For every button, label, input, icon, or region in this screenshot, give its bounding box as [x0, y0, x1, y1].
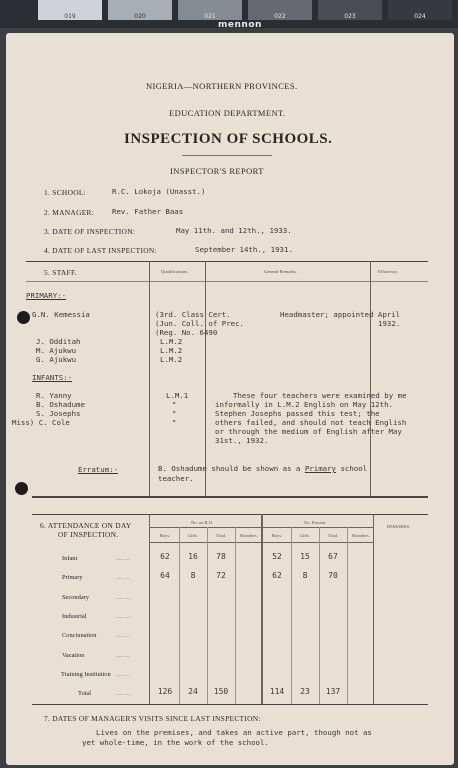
attendance-cell: 114	[269, 687, 285, 696]
attendance-title: 6. ATTENDANCE ON DAY	[40, 521, 132, 530]
erratum-label: Erratum:-	[78, 465, 119, 474]
attendance-column-header: Boys.	[159, 533, 171, 538]
staff-qualification: "	[172, 409, 177, 418]
staff-name: Miss) C. Cole	[12, 418, 70, 427]
swatch-022: 022	[248, 0, 312, 20]
staff-col-divider	[205, 261, 206, 497]
manager-label: 2. MANAGER:	[44, 208, 95, 217]
staff-col-divider	[149, 261, 150, 497]
primary-label: PRIMARY:-	[26, 291, 67, 300]
erratum-text-part: B. Oshadume should be shown as a	[158, 464, 305, 473]
attendance-col-divider	[373, 514, 374, 704]
staff-name: R. Yanny	[36, 391, 72, 400]
staff-top-rule	[26, 261, 428, 262]
attendance-column-header: Total.	[327, 533, 339, 538]
attendance-remarks-header: REMARKS.	[387, 524, 411, 529]
document-page	[6, 33, 454, 765]
staff-name: M. Ajukwu	[36, 346, 77, 355]
staff-name: J. Odditah	[36, 337, 81, 346]
attendance-row-label: Infant	[62, 555, 78, 562]
swatch-024: 024	[388, 0, 452, 20]
inspection-date-label: 3. DATE OF INSPECTION:	[44, 227, 136, 236]
page-title: INSPECTION OF SCHOOLS.	[124, 131, 333, 147]
attendance-row-label: Secondary	[62, 594, 89, 601]
attendance-cell: 78	[216, 552, 226, 561]
attendance-cell: 72	[216, 571, 226, 580]
staff-col-divider	[370, 261, 371, 497]
attendance-cell-divider	[319, 527, 320, 704]
page-subtitle: INSPECTOR'S REPORT	[170, 166, 264, 176]
attendance-cell-divider	[179, 527, 180, 704]
infants-remark: informally in L.M.2 English on May 12th.	[215, 400, 393, 409]
attendance-column-header: Total.	[215, 533, 227, 538]
leader-dots: … …	[116, 652, 131, 659]
school-label: 1. SCHOOL:	[44, 188, 87, 197]
manager-value: Rev. Father Baas	[112, 207, 184, 216]
attendance-column-header: Boys.	[271, 533, 283, 538]
infants-label: INFANTS:-	[32, 373, 73, 382]
attendance-cell: 62	[160, 552, 170, 561]
staff-qualification: L.M.1	[166, 391, 189, 400]
attendance-row-label: Training Institution	[61, 671, 111, 678]
punch-hole	[15, 482, 28, 495]
attendance-cell: 137	[325, 687, 341, 696]
leader-dots: … …	[116, 574, 131, 581]
staff-header: 5. STAFF.	[44, 268, 77, 277]
swatch-021: 021	[178, 0, 242, 20]
attendance-cell: 67	[328, 552, 338, 561]
title-rule	[182, 155, 272, 156]
swatch-019: 019	[38, 0, 102, 20]
attendance-title: OF INSPECTION.	[58, 530, 119, 539]
erratum-text-part: school	[336, 464, 368, 473]
last-inspection-value: September 14th., 1931.	[195, 245, 293, 254]
staff-qualification: "	[172, 400, 177, 409]
last-inspection-label: 4. DATE OF LAST INSPECTION:	[44, 246, 157, 255]
leader-dots: … …	[116, 671, 131, 678]
attendance-cell: 150	[213, 687, 229, 696]
efficiency-header: Efficiency.	[378, 269, 398, 274]
attendance-row-label: Conciunation	[62, 632, 97, 639]
attendance-group-rule	[149, 527, 373, 528]
attendance-row-label: Industrial	[62, 613, 87, 620]
attendance-cell: 52	[272, 552, 282, 561]
attendance-cell-divider	[347, 527, 348, 704]
attendance-cell: 8	[302, 571, 308, 580]
attendance-row-label: Vacation	[62, 652, 85, 659]
staff-name: G.N. Kemessia	[32, 310, 90, 319]
attendance-cell-divider	[207, 527, 208, 704]
leader-dots: … …	[116, 613, 131, 620]
leader-dots: … …	[116, 555, 131, 562]
attendance-column-header: Girls.	[187, 533, 199, 538]
attendance-cols-rule	[149, 542, 373, 543]
brand-logo: mennon	[218, 20, 262, 30]
attendance-cell: 24	[188, 687, 198, 696]
staff-qualification: (3rd. Class Cert.	[155, 310, 231, 319]
visits-text: yet whole-time, in the work of the school.	[82, 738, 269, 747]
staff-name: B. Oshadume	[36, 400, 85, 409]
attendance-cell: 64	[160, 571, 170, 580]
present-group-header: No. Present.	[304, 520, 327, 525]
visits-text: Lives on the premises, and takes an active part, though not as	[96, 728, 372, 737]
attendance-cell-divider	[291, 527, 292, 704]
staff-qualification: L.M.2	[160, 346, 183, 355]
infants-remark: others failed, and should not teach English	[215, 418, 407, 427]
staff-remark: Headmaster; appointed April	[280, 310, 401, 319]
infants-remark: or through the medium of English after May	[215, 427, 402, 436]
inspection-date-value: May 11th. and 12th., 1933.	[176, 226, 292, 235]
erratum-text	[158, 464, 367, 473]
attendance-bottom-rule	[32, 704, 428, 705]
attendance-cell: 23	[300, 687, 310, 696]
header-line-2: EDUCATION DEPARTMENT.	[169, 108, 286, 118]
attendance-cell: 8	[190, 571, 196, 580]
leader-dots: … …	[116, 632, 131, 639]
header-line-1: NIGERIA—NORTHERN PROVINCES.	[146, 81, 298, 91]
attendance-cell: 62	[272, 571, 282, 580]
staff-name: G. Ajukwu	[36, 355, 77, 364]
erratum-text: teacher.	[158, 474, 194, 483]
staff-qualification: "	[172, 418, 177, 427]
staff-qualification: (Reg. No. 6490	[155, 328, 218, 337]
attendance-cell: 70	[328, 571, 338, 580]
attendance-column-header: Boarders.	[240, 533, 258, 538]
swatch-020: 020	[108, 0, 172, 20]
infants-remark: These four teachers were examined by me	[233, 391, 407, 400]
infants-remark: 31st., 1932.	[215, 436, 269, 445]
staff-qualification: (Jun. Coll. of Prec.	[155, 319, 244, 328]
attendance-row-label: Total	[78, 690, 92, 697]
attendance-cell: 16	[188, 552, 198, 561]
attendance-column-header: Boarders.	[352, 533, 370, 538]
staff-name: S. Josephs	[36, 409, 81, 418]
staff-remark: 1932.	[378, 319, 401, 328]
infants-remark: Stephen Josephs passed this test; the	[215, 409, 380, 418]
school-value: R.C. Lokoja (Unasst.)	[112, 187, 206, 196]
punch-hole	[17, 311, 30, 324]
staff-qualification: L.M.2	[160, 337, 183, 346]
color-calibration-bar	[0, 0, 458, 28]
leader-dots: … …	[116, 594, 131, 601]
enrolled-group-header: No. on R.O.	[191, 520, 214, 525]
attendance-cell-divider	[235, 527, 236, 704]
staff-header-rule	[26, 281, 428, 282]
attendance-column-header: Girls.	[299, 533, 311, 538]
attendance-top-rule	[32, 514, 428, 515]
leader-dots: … …	[116, 690, 131, 697]
erratum-text-part: Primary	[304, 464, 336, 473]
remarks-header: General Remarks.	[264, 269, 298, 274]
visits-title: 7. DATES OF MANAGER'S VISITS SINCE LAST INSPECTION:	[44, 714, 261, 723]
swatch-023: 023	[318, 0, 382, 20]
staff-bottom-rule	[32, 496, 428, 498]
attendance-cell: 126	[157, 687, 173, 696]
qualifications-header: Qualifications.	[161, 269, 189, 274]
attendance-row-label: Primary	[62, 574, 83, 581]
staff-qualification: L.M.2	[160, 355, 183, 364]
attendance-cell: 15	[300, 552, 310, 561]
